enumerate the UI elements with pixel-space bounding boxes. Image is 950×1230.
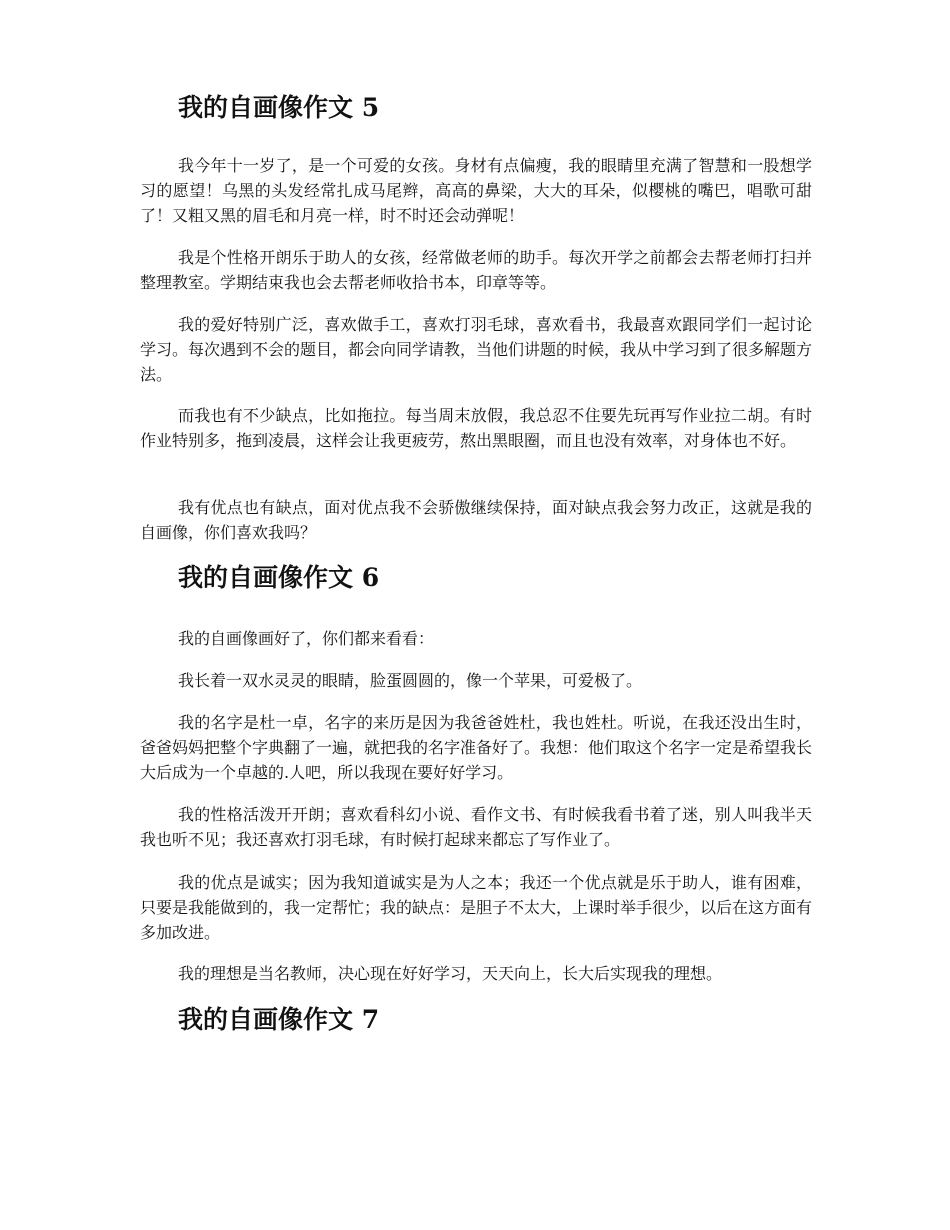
paragraph: 我的理想是当名教师，决心现在好好学习，天天向上，长大后实现我的理想。 [178,964,723,983]
section-heading-7: 我的自画像作文 7 [178,1005,380,1034]
section-heading-5: 我的自画像作文 5 [178,93,380,122]
paragraph: 我是个性格开朗乐于助人的女孩，经常做老师的助手。每次开学之前都会去帮老师打扫并整理教室。学期结束我也会去帮老师收拾书本，印章等等。 [140,248,812,292]
paragraph: 我的性格活泼开开朗；喜欢看科幻小说、看作文书、有时候我看书着了迷，别人叫我半天我也听不见；我还喜欢打羽毛球，有时候打起球来都忘了写作业了。 [140,805,812,849]
paragraph: 我长着一双水灵灵的眼睛，脸蛋圆圆的，像一个苹果，可爱极了。 [178,671,643,690]
section-heading-6: 我的自画像作文 6 [178,563,380,592]
paragraph: 我的爱好特别广泛，喜欢做手工，喜欢打羽毛球，喜欢看书，我最喜欢跟同学们一起讨论学习。每次遇到不会的题目，都会向同学请教，当他们讲题的时候，我从中学习到了很多解题方法。 [140,315,813,384]
paragraph: 我有优点也有缺点，面对优点我不会骄傲继续保持，面对缺点我会努力改正，这就是我的自画像，你们喜欢我吗？ [140,498,812,542]
paragraph: 我今年十一岁了，是一个可爱的女孩。身材有点偏瘦，我的眼睛里充满了智慧和一股想学习的愿望！乌黑的头发经常扎成马尾辫，高高的鼻梁，大大的耳朵，似樱桃的嘴巴，唱歌可甜了！又粗又黑的眉毛和月亮一样，时不时还会动弹呢！ [140,156,812,225]
paragraph: 而我也有不少缺点，比如拖拉。每当周末放假，我总忍不住要先玩再写作业拉二胡。有时作业特别多，拖到凌晨，这样会让我更疲劳，熬出黑眼圈，而且也没有效率，对身体也不好。 [140,406,812,450]
paragraph: 我的名字是杜一卓，名字的来历是因为我爸爸姓杜，我也姓杜。听说，在我还没出生时，爸爸妈妈把整个字典翻了一遍，就把我的名字准备好了。我想：他们取这个名字一定是希望我长大后成为一个卓越的.人吧，所以我现在要好好学习。 [140,713,813,782]
paragraph: 我的优点是诚实；因为我知道诚实是为人之本；我还一个优点就是乐于助人，谁有困难，只要是我能做到的，我一定帮忙；我的缺点：是胆子不太大，上课时举手很少，以后在这方面有多加改进。 [140,873,813,942]
paragraph: 我的自画像画好了，你们都来看看： [178,629,435,648]
